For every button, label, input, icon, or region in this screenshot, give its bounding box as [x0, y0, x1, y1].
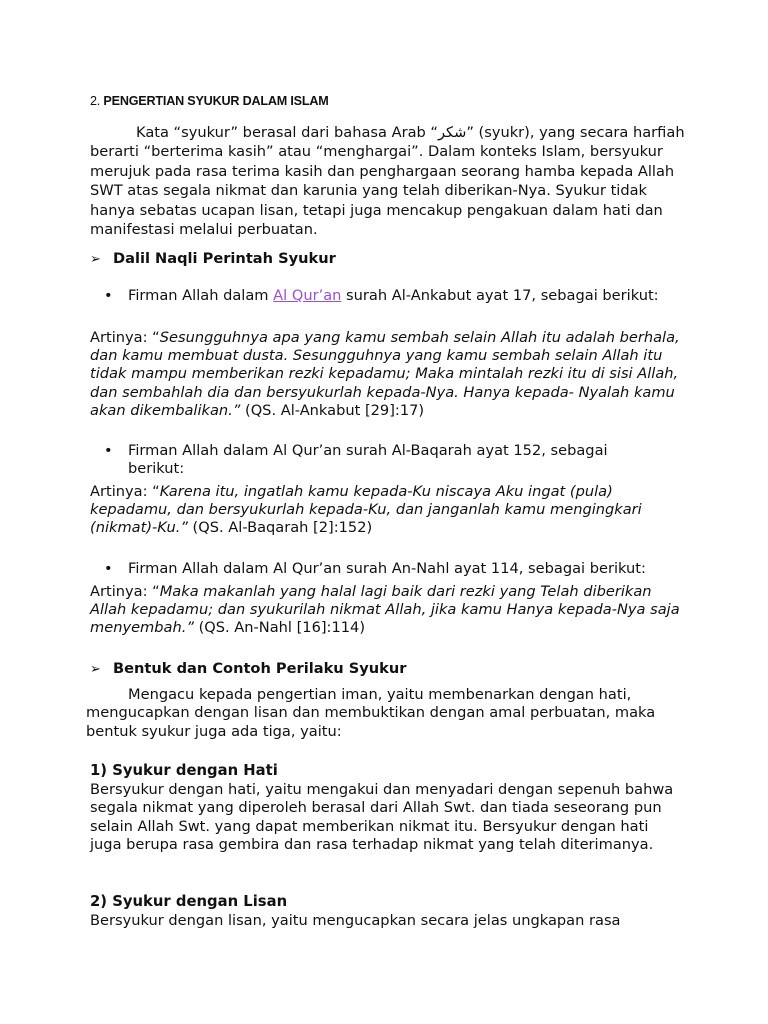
quote-reference: (QS. Al-Ankabut [29]:17) [240, 401, 425, 419]
list-item [104, 442, 664, 478]
bentuk-title: Bentuk dan Contoh Perilaku Syukur [113, 660, 407, 677]
bullet-text [128, 287, 664, 305]
bentuk-heading [90, 660, 406, 677]
quote-block [90, 329, 680, 420]
bentuk-intro-paragraph [86, 686, 686, 741]
quote-prefix: Artinya: “ [90, 329, 160, 346]
quran-link[interactable]: Al Qur’an [273, 287, 342, 304]
subsection-body: Bersyukur dengan lisan, yaitu mengucapkan secara jelas ungkapan rasa [90, 912, 621, 929]
bullet-dot-icon: • [104, 287, 113, 304]
quote-block [90, 583, 680, 638]
bullet-text: Firman Allah dalam Al Qur’an surah An-Nahl ayat 114, sebagai berikut: [128, 560, 646, 577]
bullet-text-start: Firman Allah dalam [128, 287, 274, 304]
bullet-dot-icon: • [104, 442, 113, 459]
intro-paragraph [90, 123, 690, 239]
bullet-text-end: surah Al-Ankabut ayat 17, sebagai berikut: [341, 287, 659, 304]
list-item [104, 560, 664, 578]
quote-reference: (QS. An-Nahl [16]:114) [193, 619, 366, 637]
quote-block [90, 483, 680, 538]
quote-prefix: Artinya: “ [90, 483, 160, 500]
arrow-bullet-icon: ➢ [90, 252, 101, 267]
section-heading [90, 94, 329, 108]
subsection-body: Bersyukur dengan hati, yaitu mengakui dan menyadari dengan sepenuh bahwa segala nikmat yang diperoleh berasal dari Allah Swt. dan tiada seseorang pun selain Allah Swt. yang dapat memberikan nikmat itu. Bersyukur dengan hati juga berupa rasa gembira dan rasa terhadap nikmat yang telah diterimanya. [90, 781, 674, 854]
quote-reference: (QS. Al-Baqarah [2]:152) [187, 519, 373, 537]
quote-text: Sesungguhnya apa yang kamu sembah selain Allah itu adalah berhala, dan kamu membuat dusta. Sesungguhnya yang kamu sembah selain Allah itu tidak mampu memberikan rezki kepadamu; Maka mintalah rezki itu di sisi Allah, dan sembahlah dia dan bersyukurlah kepada-Nya. Hanya kepada- Nyalah kamu akan dikembalikan.” [90, 329, 680, 419]
dalil-heading [90, 250, 336, 267]
arrow-bullet-icon: ➢ [90, 662, 101, 677]
bullet-dot-icon: • [104, 560, 113, 577]
quote-text: Maka makanlah yang halal lagi baik dari rezki yang Telah diberikan Allah kepadamu; dan syukurilah nikmat Allah, jika kamu Hanya kepada-Nya saja menyembah.” [90, 583, 680, 637]
quote-prefix: Artinya: “ [90, 583, 160, 600]
heading-number: 2. [90, 94, 101, 108]
dalil-title: Dalil Naqli Perintah Syukur [113, 250, 336, 267]
heading-title: PENGERTIAN SYUKUR DALAM ISLAM [103, 94, 329, 108]
intro-text: Kata “syukur” berasal dari bahasa Arab “شكر” (syukr), yang secara harfiah berarti “berterima kasih” atau “menghargai”. Dalam konteks Islam, bersyukur merujuk pada rasa terima kasih dan penghargaan seorang hamba kepada Allah SWT atas segala nikmat dan karunia yang telah diberikan-Nya. Syukur tidak hanya sebatas ucapan lisan, tetapi juga mencakup pengakuan dalam hati dan manifestasi melalui perbuatan. [90, 124, 685, 239]
subsection-title: 2) Syukur dengan Lisan [90, 893, 288, 910]
list-item [104, 287, 664, 305]
bentuk-intro-text: Mengacu kepada pengertian iman, yaitu membenarkan dengan hati, mengucapkan dengan lisan dan membuktikan dengan amal perbuatan, maka bentuk syukur juga ada tiga, yaitu: [86, 686, 656, 740]
bullet-text: Firman Allah dalam Al Qur’an surah Al-Baqarah ayat 152, sebagai berikut: [128, 442, 608, 477]
subsection-title: 1) Syukur dengan Hati [90, 762, 278, 779]
quote-text: Karena itu, ingatlah kamu kepada-Ku niscaya Aku ingat (pula) kepadamu, dan bersyukurlah kepada-Ku, dan janganlah kamu mengingkari (nikmat)-Ku.” [90, 483, 642, 537]
